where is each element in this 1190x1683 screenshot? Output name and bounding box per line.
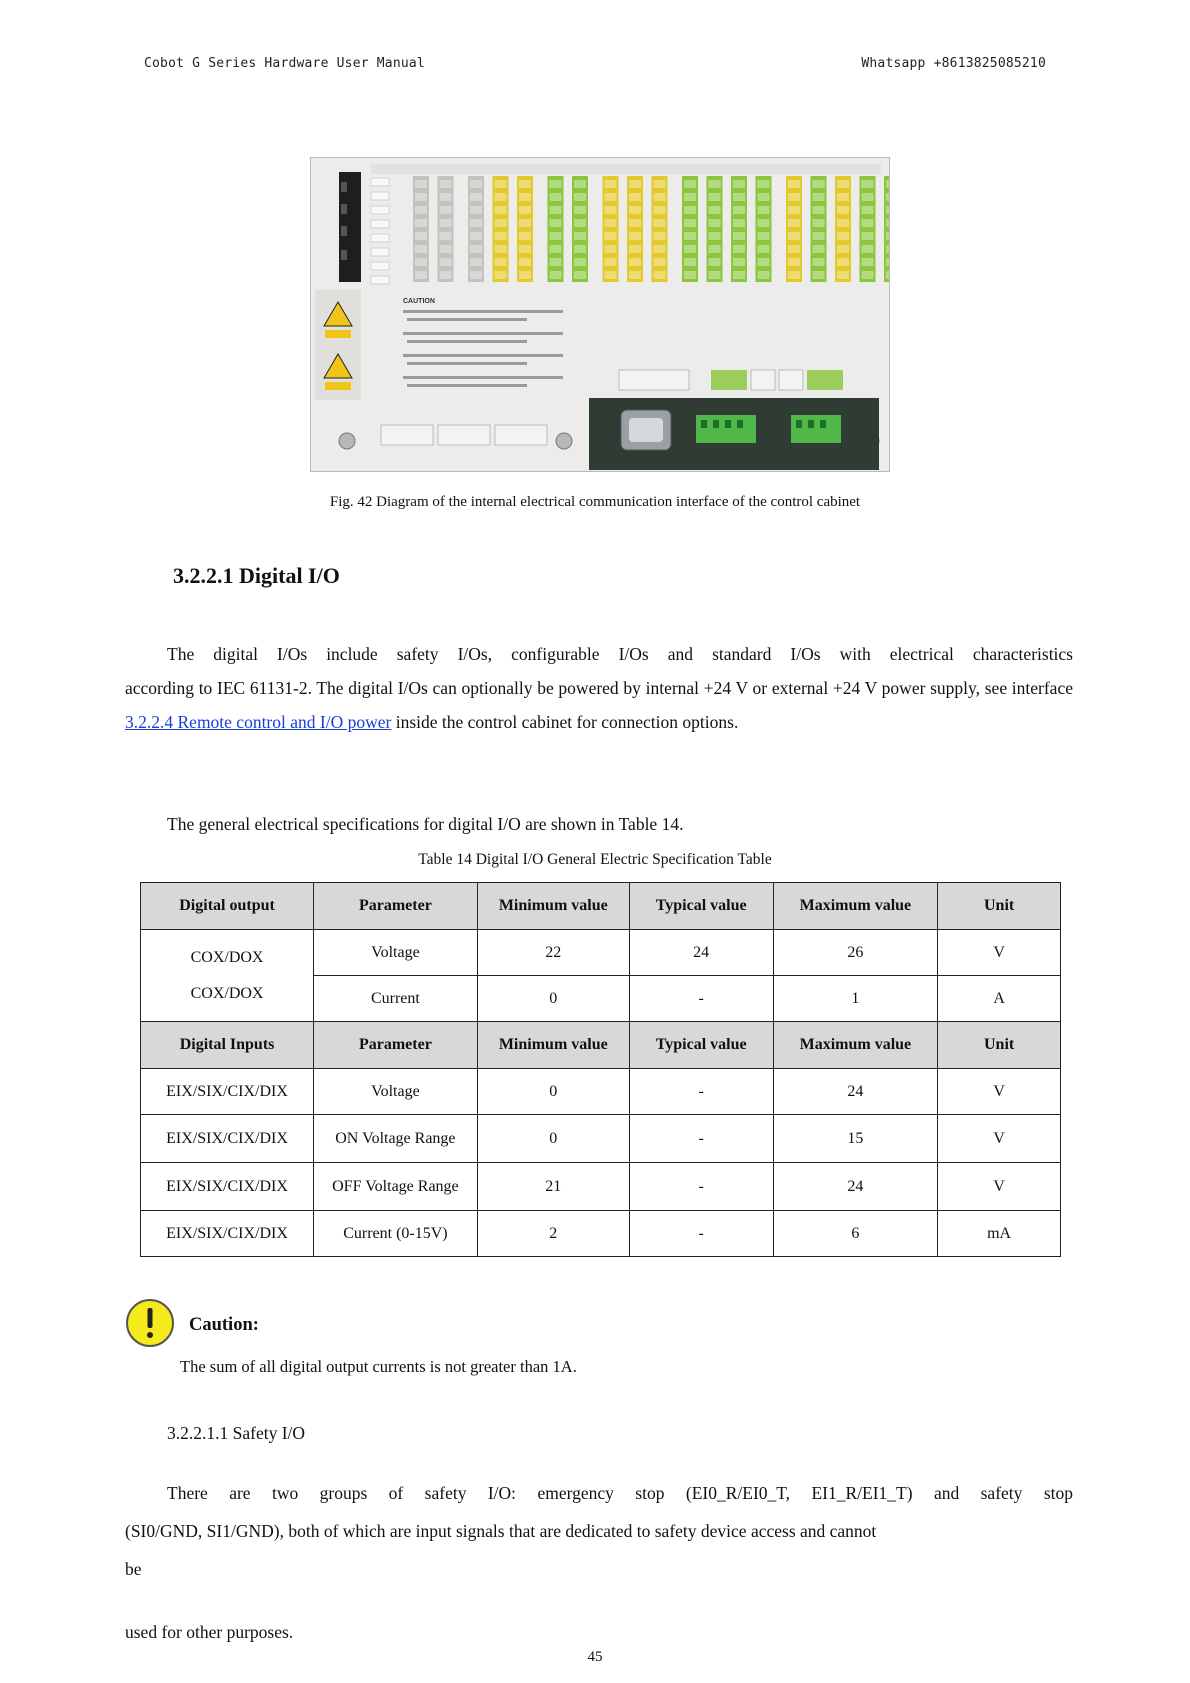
terminal-slot (574, 245, 586, 253)
remote-control-io-power-link[interactable]: 3.2.2.4 Remote control and I/O power (125, 712, 392, 732)
terminal-slot (862, 180, 874, 188)
terminal-slot (519, 193, 531, 201)
terminal-column (517, 176, 533, 282)
terminal-slot (605, 206, 617, 214)
terminal-slot (813, 258, 825, 266)
unit-cell: V (938, 1069, 1061, 1115)
spec-reference-paragraph: The general electrical specifications for digital I/O are shown in Table 14. (167, 814, 684, 834)
terminal-slot (788, 232, 800, 240)
terminal-slot (813, 219, 825, 227)
terminal-slot (470, 219, 482, 227)
terminal-slot (654, 180, 666, 188)
terminal-slot (605, 245, 617, 253)
terminal-slot (758, 219, 770, 227)
page-number: 45 (587, 1649, 603, 1665)
terminal-slot (886, 206, 889, 214)
terminal-slot (886, 271, 889, 279)
terminal-slot (629, 206, 641, 214)
terminal-slot (886, 232, 889, 240)
terminal-slot (519, 232, 531, 240)
terminal-slot (605, 219, 617, 227)
terminal-slot (788, 206, 800, 214)
header-cell: Unit (938, 883, 1061, 930)
terminal-slot (574, 271, 586, 279)
table-row (141, 1069, 1061, 1115)
terminal-slot (415, 271, 427, 279)
terminal-slot (862, 206, 874, 214)
terminal-slot (629, 180, 641, 188)
param-cell: Voltage (314, 1069, 478, 1115)
terminal-slot (837, 193, 849, 201)
input-name-cell: EIX/SIX/CIX/DIX (141, 1115, 314, 1163)
terminal-slot (605, 180, 617, 188)
terminal-slot (550, 219, 562, 227)
terminal-slot (415, 193, 427, 201)
terminal-slot (837, 206, 849, 214)
terminal-slot (684, 232, 696, 240)
green-terminal-connector (696, 415, 756, 443)
terminal-slot (440, 258, 452, 266)
terminal-slot (440, 219, 452, 227)
terminal-slot (788, 271, 800, 279)
terminal-slot (709, 271, 721, 279)
terminal-slot (605, 258, 617, 266)
terminal-slot (470, 206, 482, 214)
terminal-column (707, 176, 723, 282)
terminal-slot (886, 258, 889, 266)
terminal-slot (813, 245, 825, 253)
unit-cell: mA (938, 1211, 1061, 1257)
terminal-slot (470, 258, 482, 266)
output-header-row (141, 883, 1061, 930)
figure-caption: Fig. 42 Diagram of the internal electrical communication interface of the control cabinet (329, 494, 861, 510)
terminal-slot (519, 258, 531, 266)
terminal-slot (654, 245, 666, 253)
terminal-slot (684, 258, 696, 266)
terminal-slot (550, 180, 562, 188)
terminal-slot (495, 193, 507, 201)
table-row (141, 1115, 1061, 1163)
intro-paragraph-line1: The digital I/Os include safety I/Os, configurable I/Os and standard I/Os with electrical characteristics (167, 644, 1073, 664)
terminal-column (438, 176, 454, 282)
table-row (141, 1211, 1061, 1257)
terminal-slot (550, 232, 562, 240)
terminal-slot (813, 206, 825, 214)
terminal-slot (684, 245, 696, 253)
intro-paragraph (125, 637, 1073, 739)
typ-cell: - (629, 1069, 773, 1115)
terminal-slot (519, 206, 531, 214)
terminal-slot (605, 193, 617, 201)
terminal-slot (862, 245, 874, 253)
terminal-slot (684, 219, 696, 227)
table-row (141, 1163, 1061, 1211)
terminal-slot (684, 271, 696, 279)
intro-paragraph-text-b: inside the control cabinet for connection options. (391, 712, 739, 732)
terminal-slot (574, 206, 586, 214)
param-cell: ON Voltage Range (314, 1115, 478, 1163)
terminal-slot (684, 193, 696, 201)
terminal-slot (629, 232, 641, 240)
terminal-slot (574, 232, 586, 240)
terminal-slot (519, 219, 531, 227)
header-cell: Digital output (141, 883, 314, 930)
terminal-column (884, 176, 889, 282)
terminal-slot (788, 180, 800, 188)
terminal-slot (758, 180, 770, 188)
min-cell: 0 (477, 1115, 629, 1163)
safety-io-line1: There are two groups of safety I/O: emergency stop (EI0_R/EI0_T, EI1_R/EI1_T) and safety stop (167, 1483, 1073, 1503)
terminal-column (652, 176, 668, 282)
terminal-slot (470, 193, 482, 201)
terminal-column (493, 176, 509, 282)
terminal-slot (495, 245, 507, 253)
typ-cell: - (629, 1115, 773, 1163)
terminal-slot (495, 232, 507, 240)
min-cell: 0 (477, 976, 629, 1022)
terminal-slot (440, 193, 452, 201)
safety-io-paragraph (125, 1474, 1073, 1588)
terminal-slot (629, 258, 641, 266)
terminal-slot (415, 180, 427, 188)
terminal-column (731, 176, 747, 282)
terminal-slot (733, 180, 745, 188)
terminal-slot (709, 219, 721, 227)
terminal-slot (758, 193, 770, 201)
terminal-slot (415, 206, 427, 214)
max-cell: 24 (773, 1163, 938, 1211)
terminal-slot (629, 271, 641, 279)
terminal-slot (684, 206, 696, 214)
header-cell: Minimum value (477, 1022, 629, 1069)
terminal-slot (550, 271, 562, 279)
terminal-slot (440, 271, 452, 279)
continuation-paragraph: used for other purposes. (125, 1622, 294, 1642)
control-cabinet-figure (310, 157, 890, 472)
section-heading: 3.2.2.1 Digital I/O (173, 563, 340, 588)
safety-io-line3: be (125, 1559, 142, 1579)
terminal-slot (654, 271, 666, 279)
terminal-slot (837, 245, 849, 253)
warning-exclamation-icon (125, 1298, 175, 1348)
terminal-slot (788, 258, 800, 266)
terminal-slot (415, 245, 427, 253)
terminal-column (811, 176, 827, 282)
header-cell: Digital Inputs (141, 1022, 314, 1069)
terminal-slot (862, 193, 874, 201)
terminal-slot (886, 180, 889, 188)
terminal-slot (813, 271, 825, 279)
terminal-slot (605, 271, 617, 279)
terminal-slot (470, 180, 482, 188)
terminal-column (835, 176, 851, 282)
terminal-slot (415, 232, 427, 240)
terminal-slot (886, 219, 889, 227)
typ-cell: - (629, 1163, 773, 1211)
terminal-slot (605, 232, 617, 240)
terminal-slot (709, 258, 721, 266)
min-cell: 22 (477, 930, 629, 976)
header-cell: Unit (938, 1022, 1061, 1069)
terminal-slot (550, 193, 562, 201)
table-row (141, 930, 1061, 976)
terminal-slot (550, 206, 562, 214)
max-cell: 15 (773, 1115, 938, 1163)
terminal-slot (684, 180, 696, 188)
typ-cell: - (629, 1211, 773, 1257)
terminal-slot (495, 206, 507, 214)
typ-cell: - (629, 976, 773, 1022)
terminal-column (603, 176, 619, 282)
header-cell: Typical value (629, 883, 773, 930)
caution-text: The sum of all digital output currents is not greater than 1A. (180, 1357, 577, 1376)
typ-cell: 24 (629, 930, 773, 976)
terminal-slot (733, 271, 745, 279)
terminal-slot (654, 193, 666, 201)
terminal-slot (788, 193, 800, 201)
terminal-slot (495, 219, 507, 227)
max-cell: 26 (773, 930, 938, 976)
terminal-slot (709, 245, 721, 253)
terminal-slot (813, 180, 825, 188)
terminal-slot (654, 232, 666, 240)
min-cell: 0 (477, 1069, 629, 1115)
terminal-column (627, 176, 643, 282)
output-name: COX/DOX (190, 984, 264, 1002)
terminal-column (860, 176, 876, 282)
terminal-slot (837, 180, 849, 188)
header-cell: Maximum value (773, 883, 938, 930)
header-cell: Typical value (629, 1022, 773, 1069)
max-cell: 1 (773, 976, 938, 1022)
terminal-slot (470, 245, 482, 253)
terminal-slot (709, 206, 721, 214)
terminal-slot (629, 193, 641, 201)
terminal-slot (470, 271, 482, 279)
terminal-slot (415, 258, 427, 266)
param-cell: OFF Voltage Range (314, 1163, 478, 1211)
terminal-slot (862, 271, 874, 279)
header-cell: Minimum value (477, 883, 629, 930)
min-cell: 21 (477, 1163, 629, 1211)
terminal-slot (709, 232, 721, 240)
terminal-slot (440, 245, 452, 253)
terminal-slot (862, 219, 874, 227)
terminal-slot (862, 232, 874, 240)
terminal-slot (629, 245, 641, 253)
terminal-slot (886, 245, 889, 253)
terminal-slot (654, 219, 666, 227)
terminal-slot (470, 232, 482, 240)
subsection-heading: 3.2.2.1.1 Safety I/O (167, 1423, 306, 1443)
terminal-slot (550, 258, 562, 266)
terminal-slot (519, 271, 531, 279)
terminal-slot (574, 180, 586, 188)
terminal-slot (574, 219, 586, 227)
param-cell: Current (0-15V) (314, 1211, 478, 1257)
terminal-column (572, 176, 588, 282)
terminal-slot (733, 245, 745, 253)
terminal-slot (415, 219, 427, 227)
unit-cell: V (938, 1115, 1061, 1163)
caution-title: Caution: (189, 1315, 259, 1335)
terminal-slot (629, 219, 641, 227)
terminal-slot (837, 258, 849, 266)
green-terminal-connector (791, 415, 841, 443)
terminal-slot (758, 245, 770, 253)
terminal-slot (495, 258, 507, 266)
header-cell: Maximum value (773, 1022, 938, 1069)
max-cell: 6 (773, 1211, 938, 1257)
running-header-contact: Whatsapp +8613825085210 (861, 56, 1046, 71)
terminal-slot (574, 258, 586, 266)
terminal-slot (709, 193, 721, 201)
table-caption: Table 14 Digital I/O General Electric Specification Table (418, 851, 772, 868)
header-cell: Parameter (314, 883, 478, 930)
terminal-slot (837, 232, 849, 240)
input-name-cell: EIX/SIX/CIX/DIX (141, 1211, 314, 1257)
terminal-slot (440, 206, 452, 214)
terminal-slot (733, 193, 745, 201)
terminal-slot (440, 232, 452, 240)
input-name-cell: EIX/SIX/CIX/DIX (141, 1069, 314, 1115)
terminal-slot (813, 232, 825, 240)
terminal-column (682, 176, 698, 282)
terminal-column (468, 176, 484, 282)
unit-cell: V (938, 930, 1061, 976)
unit-cell: V (938, 1163, 1061, 1211)
terminal-slot (519, 245, 531, 253)
terminal-slot (788, 219, 800, 227)
output-name: COX/DOX (190, 948, 264, 966)
min-cell: 2 (477, 1211, 629, 1257)
terminal-slot (862, 258, 874, 266)
terminal-slot (733, 219, 745, 227)
digital-io-spec-table (140, 882, 1061, 1257)
intro-paragraph-text-a: according to IEC 61131-2. The digital I/Os can optionally be powered by internal +24 V or external +24 V power supply, see interface (125, 678, 1073, 698)
unit-cell: A (938, 976, 1061, 1022)
safety-io-line2: (SI0/GND, SI1/GND), both of which are input signals that are dedicated to safety device access and cannot (125, 1521, 877, 1541)
terminal-slot (495, 271, 507, 279)
output-name-cell (141, 930, 314, 1022)
terminal-slot (758, 232, 770, 240)
terminal-slot (733, 232, 745, 240)
running-header-title: Cobot G Series Hardware User Manual (144, 56, 425, 71)
terminal-slot (733, 206, 745, 214)
terminal-slot (837, 271, 849, 279)
terminal-slot (837, 219, 849, 227)
terminal-slot (709, 180, 721, 188)
header-cell: Parameter (314, 1022, 478, 1069)
terminal-slot (519, 180, 531, 188)
terminal-slot (654, 206, 666, 214)
terminal-slot (886, 193, 889, 201)
terminal-slot (758, 206, 770, 214)
terminal-column (548, 176, 564, 282)
control-cabinet-panel-drawing (311, 158, 889, 471)
terminal-slot (788, 245, 800, 253)
terminal-slot (550, 245, 562, 253)
terminal-slot (733, 258, 745, 266)
input-name-cell: EIX/SIX/CIX/DIX (141, 1163, 314, 1211)
param-cell: Voltage (314, 930, 478, 976)
terminal-column (413, 176, 429, 282)
terminal-slot (758, 271, 770, 279)
terminal-slot (654, 258, 666, 266)
terminal-slot (813, 193, 825, 201)
terminal-column (756, 176, 772, 282)
terminal-slot (440, 180, 452, 188)
max-cell: 24 (773, 1069, 938, 1115)
terminal-slot (758, 258, 770, 266)
terminal-column (786, 176, 802, 282)
terminal-slot (574, 193, 586, 201)
param-cell: Current (314, 976, 478, 1022)
input-header-row (141, 1022, 1061, 1069)
terminal-slot (495, 180, 507, 188)
panel-caution-title: CAUTION (403, 298, 435, 305)
